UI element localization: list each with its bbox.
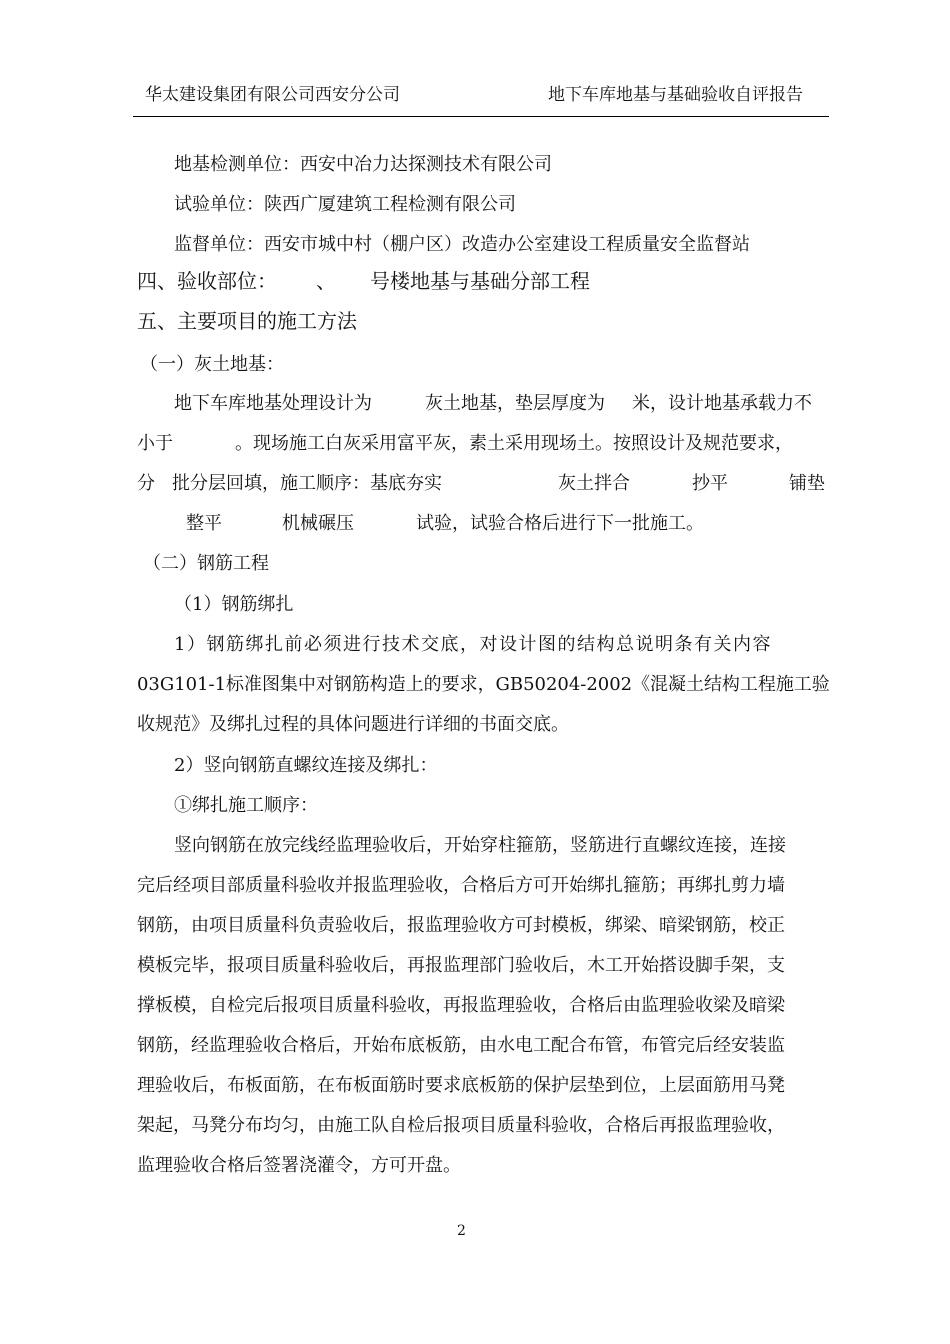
text-line: [0, 509, 950, 539]
text-line: [0, 1151, 950, 1181]
p5-line1: 竖向钢筋在放完线经监理验收后，开始穿柱箍筋，竖筋进行直螺纹连接，连接: [174, 835, 786, 856]
p1-line3-d: 抄平: [692, 473, 728, 494]
page-number: 2: [457, 1223, 466, 1239]
text-line: [0, 951, 950, 981]
p1-line1-c: 米，设计地基承载力不: [632, 393, 812, 414]
text-line: [0, 710, 950, 740]
p1-line4-b: 机械碾压: [282, 513, 354, 534]
p4-line: ①绑扎施工顺序：: [174, 795, 318, 816]
p5-line2: 完后经项目部质量科验收并报监理验收，合格后方可开始绑扎箍筋；再绑扎剪力墙: [137, 875, 785, 896]
p1-line4-c: 试验，试验合格后进行下一批施工。: [416, 513, 704, 534]
text-line: [0, 791, 950, 821]
section-heading-4: [0, 266, 950, 296]
heading-4-part-c: 号楼地基与基础分部工程: [370, 269, 590, 293]
text-line: [0, 150, 950, 180]
text-line: [0, 911, 950, 941]
text-line: [0, 991, 950, 1021]
subheading-1-text: （一）灰土地基：: [140, 354, 284, 375]
p5-line9: 监理验收合格后签署浇灌令，方可开盘。: [137, 1155, 461, 1176]
p5-line8: 架起，马凳分布均匀，由施工队自检后报项目质量科验收，合格后再报监理验收，: [137, 1115, 785, 1136]
text-line: [0, 751, 950, 781]
subheading-rebar: [0, 549, 950, 579]
text-line: [0, 230, 950, 260]
header-report-title: 地下车库地基与基础验收自评报告: [548, 85, 803, 105]
testing-unit-line: 地基检测单位：西安中冶力达探测技术有限公司: [174, 154, 552, 175]
p1-line3-e: 铺垫: [789, 473, 825, 494]
p1-line3-a: 分: [137, 473, 155, 494]
p5-line4: 模板完毕，报项目质量科验收后，再报监理部门验收后，木工开始搭设脚手架，支: [137, 955, 785, 976]
heading-4-part-a: 四、验收部位：: [137, 269, 277, 293]
p2-line2: 03G101-1标准图集中对钢筋构造上的要求，GB50204-2002《混凝土结构工程施工验: [137, 674, 830, 695]
subheading-2-1-text: （1）钢筋绑扎: [174, 594, 294, 615]
p1-line3-b: 批分层回填，施工顺序：基底夯实: [172, 473, 442, 494]
heading-4-part-b: 、: [316, 269, 336, 293]
text-line: [0, 1111, 950, 1141]
supervision-unit-line: 监督单位：西安市城中村（棚户区）改造办公室建设工程质量安全监督站: [174, 234, 750, 255]
p1-line3-c: 灰土拌合: [558, 473, 630, 494]
p1-line1-a: 地下车库地基处理设计为: [174, 393, 372, 414]
text-line: [0, 429, 950, 459]
p5-line6: 钢筋，经监理验收合格后，开始布底板筋，由水电工配合布管，布管完后经安装监: [137, 1035, 785, 1056]
text-line: [0, 190, 950, 220]
p5-line7: 理验收后，布板面筋，在布板面筋时要求底板筋的保护层垫到位，上层面筋用马凳: [137, 1075, 785, 1096]
heading-5-text: 五、主要项目的施工方法: [137, 309, 357, 333]
header-rule: [133, 116, 829, 117]
p5-line3: 钢筋，由项目质量科负责验收后，报监理验收方可封模板，绑梁、暗梁钢筋，校正: [137, 915, 785, 936]
text-line: [0, 1071, 950, 1101]
header-company: 华太建设集团有限公司西安分公司: [145, 85, 400, 105]
p3-line: 2）竖向钢筋直螺纹连接及绑扎：: [174, 755, 438, 776]
text-line: [0, 630, 950, 660]
p5-line5: 撑板模，自检完后报项目质量科验收，再报监理验收，合格后由监理验收梁及暗梁: [137, 995, 785, 1016]
text-line: [0, 389, 950, 419]
text-line: [0, 1031, 950, 1061]
p1-line2-b: 。现场施工白灰采用富平灰，素土采用现场土。按照设计及规范要求，: [235, 433, 793, 454]
text-line: [0, 871, 950, 901]
text-line: [0, 831, 950, 861]
subheading-rebar-binding: [0, 590, 950, 620]
subheading-lime-soil: [0, 350, 950, 380]
text-line: [0, 469, 950, 499]
p1-line1-b: 灰土地基，垫层厚度为: [425, 393, 605, 414]
p2-line1: 1）钢筋绑扎前必须进行技术交底，对设计图的结构总说明条有关内容: [174, 634, 772, 655]
subheading-2-text: （二）钢筋工程: [143, 553, 269, 574]
lab-unit-line: 试验单位：陕西广厦建筑工程检测有限公司: [174, 194, 516, 215]
section-heading-5: [0, 306, 950, 336]
p1-line2-a: 小于: [137, 433, 173, 454]
p1-line4-a: 整平: [186, 513, 222, 534]
text-line: [0, 670, 950, 700]
p2-line3: 收规范》及绑扎过程的具体问题进行详细的书面交底。: [137, 714, 569, 735]
